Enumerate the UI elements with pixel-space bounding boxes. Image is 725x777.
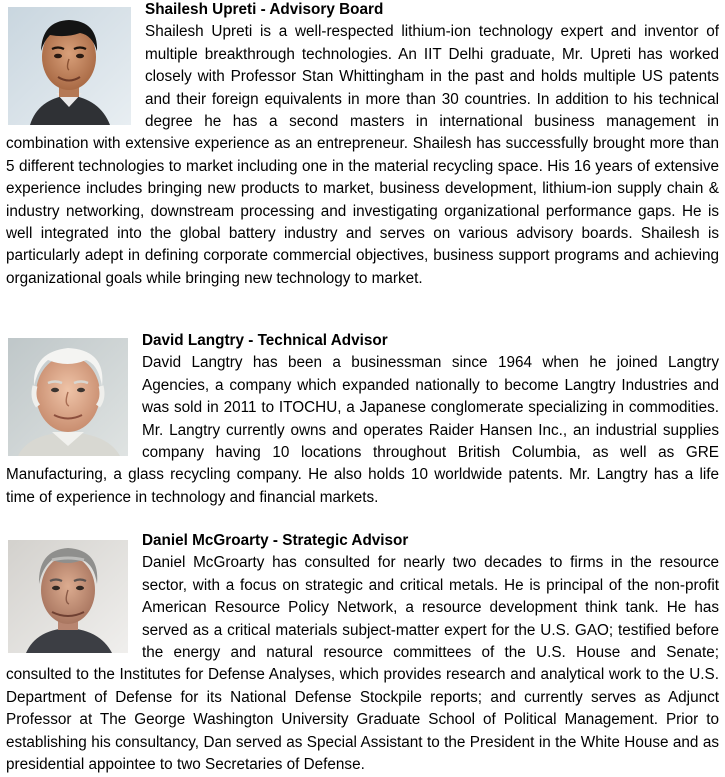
person-heading-mcgroarty: Daniel McGroarty - Strategic Advisor <box>142 532 409 549</box>
bio-section-upreti <box>6 0 719 290</box>
bio-text-upreti: Shailesh Upreti is a well-respected lithium-ion technology expert and inventor of multiple breakthrough technologies. An IIT Delhi graduate, Mr. Upreti has worked closely with Professor Stan Whittingham in the past and holds multiple US patents and their foreign equivalents in more than 30 countries. In addition to his technical degree he has a second masters in international business management in combination with extensive experience as an entrepreneur. Shailesh has successfully brought more than 5 different technologies to market including one in the material recycling space. His 16 years of extensive experience includes bringing new products to market, business development, lithium-ion supply chain & industry networking, downstream processing and investigating organizational performance gaps. He is well integrated into the global battery industry and serves on various advisory boards. Shailesh is particularly adept in defining corporate commercial objectives, business support programs and achieving organizational goals while bringing new technology to market. <box>6 23 719 287</box>
portrait-photo-mcgroarty <box>8 540 128 653</box>
person-heading-upreti: Shailesh Upreti - Advisory Board <box>145 1 384 18</box>
portrait-photo-upreti <box>8 7 131 125</box>
bio-section-langtry <box>6 330 719 509</box>
bio-section-mcgroarty <box>6 530 719 776</box>
bio-text-mcgroarty: Daniel McGroarty has consulted for nearly two decades to firms in the resource sector, with a focus on strategic and critical metals. He is principal of the non-profit American Resource Policy Network, a resource development think tank. He has served as a critical materials subject-matter expert for the U.S. GAO; testified before the energy and natural resource committees of the U.S. House and Senate; consulted to the Institutes for Defense Analyses, which provides research and analytical work to the U.S. Department of Defense for its National Defense Stockpile reports; and currently serves as Adjunct Professor at The George Washington University Graduate School of Political Management. Prior to establishing his consultancy, Dan served as Special Assistant to the President in the White House and as presidential appointee to two Secretaries of Defense. <box>6 554 719 774</box>
bio-text-langtry: David Langtry has been a businessman since 1964 when he joined Langtry Agencies, a company which expanded nationally to become Langtry Industries and was sold in 2011 to ITOCHU, a Japanese conglomerate specializing in commodities. Mr. Langtry currently owns and operates Raider Hansen Inc., an industrial supplies company having 10 locations throughout British Columbia, as well as GRE Manufacturing, a glass recycling company. He also holds 10 worldwide patents. Mr. Langtry has a life time of experience in technology and financial markets. <box>6 354 719 506</box>
portrait-photo-langtry <box>8 338 128 456</box>
person-heading-langtry: David Langtry - Technical Advisor <box>142 332 388 349</box>
